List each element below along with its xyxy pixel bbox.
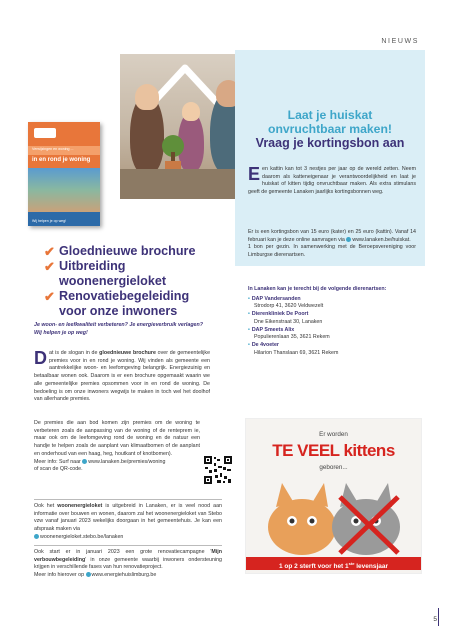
globe-icon bbox=[86, 572, 91, 577]
check-item bbox=[44, 289, 220, 304]
check-item-label-continued: voor onze inwoners bbox=[59, 304, 178, 318]
vet-address: Hilarion Thanslaan 69, 3621 Rekem bbox=[254, 349, 339, 356]
check-item-label: Uitbreiding woonenergieloket bbox=[59, 259, 167, 288]
bullet-icon: • bbox=[248, 326, 250, 333]
woonenergieloket-link[interactable]: woonenergieloket.stebo.be/lanaken bbox=[40, 533, 124, 540]
premies-link[interactable]: www.lanaken.be/premies/woning bbox=[88, 458, 166, 465]
face-mother bbox=[135, 84, 159, 110]
lanaken-logo bbox=[34, 128, 56, 138]
kittens-illustration bbox=[254, 477, 414, 557]
paragraph-brochure bbox=[34, 350, 210, 404]
energiehuis-link[interactable]: www.energiehuislimburg.be bbox=[91, 572, 157, 579]
text-run-bold: woonenergieloket bbox=[57, 503, 103, 509]
poster-bottom-banner bbox=[246, 557, 421, 570]
intro-line: Je woon- en leefkwaliteit verbeteren? Je energieverbruik verlagen? bbox=[34, 322, 203, 328]
check-item-label: Renovatiebegeleiding bbox=[59, 289, 190, 303]
globe-icon bbox=[34, 534, 39, 539]
text-run-bold: Mijn verbouwbegeleiding bbox=[34, 549, 222, 563]
feature-checklist bbox=[44, 244, 220, 319]
bullet-icon: • bbox=[248, 311, 250, 318]
text-run: is uitgebreid in Lanaken, er is veel nood aan informatie over bouwen en wonen, daarom zal het woonenergieloket van Stebo vzw vanaf januari 2023 wekelijks doorgaan in het gemeentehuis. Je kan een afspraak maken via bbox=[34, 503, 222, 533]
text-run: 1 op 2 sterft voor het 1 bbox=[278, 563, 349, 571]
cat-paragraph-intro bbox=[248, 166, 416, 197]
article-heading bbox=[235, 108, 425, 136]
poster-subtext: geboren... bbox=[319, 464, 348, 471]
text-run: ste bbox=[348, 561, 355, 566]
list-item bbox=[248, 327, 416, 342]
text-run: Ook start er in januari 2023 een grote renovatiecampagne ' bbox=[34, 549, 212, 555]
check-item bbox=[44, 244, 220, 259]
intro-question bbox=[34, 322, 210, 337]
brochure-strip-text: Verwijzingen en woning ... bbox=[32, 147, 74, 151]
brochure-title: in en rond je woning bbox=[32, 157, 91, 163]
vet-list-section bbox=[248, 286, 416, 357]
text-run: over de gemeentelijke premies voor in en rond je woning. Wij vinden als gemeente een aantrekkelijke woon- en leefomgeving belangrijk. Energiezuinig en betaalbaar wonen ook. Daarom is er een brochure opgemaakt waarin we alle gemeentelijke premies opsommen voor in en rond de woning. De bedoeling is om onze inwoners wegwijs te maken in toch wel het doolhof van allerhande premies. bbox=[34, 350, 211, 403]
page-edge-marker bbox=[438, 608, 439, 626]
vet-name: De 4voeter bbox=[251, 341, 279, 348]
text-run: of scan de QR-code. bbox=[34, 466, 83, 473]
text-run: at is de slogan in de bbox=[49, 350, 100, 356]
check-item-label: Gloednieuwe brochure bbox=[59, 244, 196, 258]
face-child bbox=[182, 102, 200, 121]
heading-line: onvruchtbaar maken! bbox=[268, 122, 392, 136]
kitten-poster bbox=[245, 418, 422, 574]
dropcap: E bbox=[248, 164, 261, 184]
text-run: Meer info hierover op bbox=[34, 572, 85, 579]
list-item bbox=[248, 296, 416, 311]
check-item bbox=[44, 259, 220, 289]
page-number: 5 bbox=[433, 616, 437, 623]
globe-icon bbox=[82, 459, 87, 464]
text-run: Meer info: Surf naar bbox=[34, 458, 81, 465]
vet-name: DAP Smeets Alix bbox=[251, 326, 295, 333]
list-item bbox=[248, 311, 416, 326]
brochure-band-text: Wij helpen je op weg! bbox=[32, 219, 67, 223]
cat-paragraph-voucher bbox=[248, 229, 416, 260]
article-subheading: Vraag je kortingsbon aan bbox=[255, 136, 405, 150]
qr-code[interactable] bbox=[203, 455, 233, 485]
text-run: 1 bon per gezin. In samenwerking met de Beroepsvereniging voor Limburgse dierenartsen. bbox=[248, 244, 416, 259]
brochure-photo bbox=[28, 168, 100, 212]
text-run: Er is een kortingsbon van 15 euro (kater) en 25 euro (kattin). Vanaf 14 februari kan je deze online aanvragen via bbox=[248, 229, 416, 243]
section-label: NIEUWS bbox=[381, 38, 419, 45]
divider bbox=[34, 545, 222, 546]
list-item bbox=[248, 342, 416, 357]
brochure-cover bbox=[28, 122, 100, 226]
intro-line: Wij helpen je op weg! bbox=[34, 329, 88, 336]
vet-list bbox=[248, 296, 416, 358]
divider bbox=[34, 499, 222, 500]
bullet-icon: • bbox=[248, 295, 250, 302]
potted-plant-illustration bbox=[158, 134, 188, 174]
text-run: en kattin kan tot 3 nestjes per jaar op de wereld zetten. Neem daarom als katteneigenaar je verantwoordelijkheid en laat je huiskat of kitten tijdig onvruchtbaar maken. Als extra stimulans geeft de gemeente Lanaken jaarlijks kortingsbonnen weg. bbox=[248, 166, 416, 196]
paragraph-premies bbox=[34, 420, 200, 474]
heading-line: Laat je huiskat bbox=[287, 108, 373, 122]
paragraph-woonenergieloket bbox=[34, 503, 222, 542]
vet-address: Strodorp 41, 3620 Veldwezelt bbox=[254, 303, 324, 310]
vet-name: DAP Vandersanden bbox=[251, 295, 301, 302]
poster-headline: TE VEEL kittens bbox=[272, 441, 395, 460]
paragraph-renovatie bbox=[34, 549, 222, 580]
huiskat-link[interactable]: www.lanaken.be/huiskat. bbox=[352, 236, 411, 243]
globe-icon bbox=[346, 237, 351, 242]
vet-name: Dierenkliniek De Poort bbox=[251, 311, 309, 318]
poster-top-text: Er worden bbox=[319, 431, 348, 438]
vet-address: Populierenlaan 35, 3621 Rekem bbox=[254, 334, 330, 341]
vet-address: Dne Eikenstraat 30, Lanaken bbox=[254, 318, 323, 325]
checkmark-icon: ✔ bbox=[44, 259, 55, 274]
text-run: De premies die aan bod komen zijn premies om de woning te verbeteren zoals de aanpassing van de woning of de renteprem ie, maar ook om de leefomgeving rond de woning en de natuur een handje te helpen zoals de aanplant van klimaatbomen of de aanplant en onderhoud van een haag, heg, houtkant of knotbomen). bbox=[34, 420, 200, 457]
checkmark-icon: ✔ bbox=[44, 244, 55, 259]
vet-list-heading: In Lanaken kan je terecht bij de volgende dierenartsen: bbox=[248, 286, 387, 292]
text-run: levensjaar bbox=[354, 563, 389, 571]
text-run: Ook het bbox=[34, 503, 58, 509]
text-run: ' in onze gemeente waarbij inwoners ondersteuning krijgen in verschillende fases van hun renovatieproject. bbox=[34, 556, 222, 571]
checkmark-icon: ✔ bbox=[44, 289, 55, 304]
bullet-icon: • bbox=[248, 341, 250, 348]
dropcap: D bbox=[34, 348, 47, 368]
text-run-bold: gloednieuwe brochure bbox=[99, 350, 156, 356]
